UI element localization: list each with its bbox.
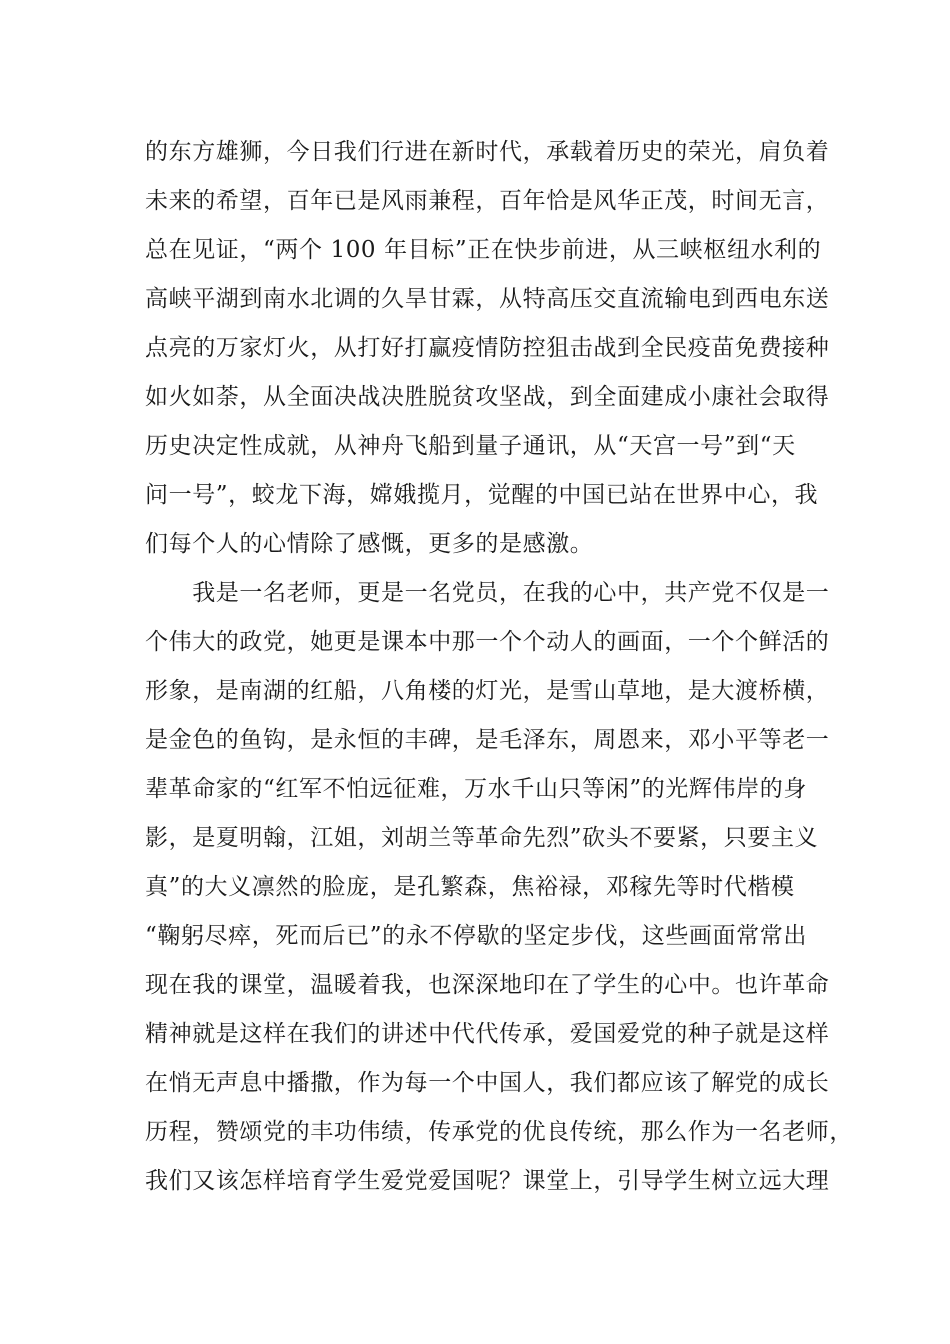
text-line-21: 历程，赞颂党的丰功伟绩，传承党的优良传统，那么作为一名老师， <box>145 1119 853 1145</box>
text-line-13: 是金色的鱼钩，是永恒的丰碑，是毛泽东，周恩来，邓小平等老一 <box>145 727 830 753</box>
text-line-8: 问一号”，蛟龙下海，嫦娥揽月，觉醒的中国已站在世界中心，我 <box>145 482 819 508</box>
text-line-1: 的东方雄狮，今日我们行进在新时代，承载着历史的荣光，肩负着 <box>145 139 830 165</box>
body-text <box>145 128 853 1206</box>
text-line-6: 如火如荼，从全面决战决胜脱贫攻坚战，到全面建成小康社会取得 <box>145 384 830 410</box>
text-line-4: 高峡平湖到南水北调的久旱甘霖，从特高压交直流输电到西电东送 <box>145 286 830 312</box>
text-line-11: 个伟大的政党，她更是课本中那一个个动人的画面，一个个鲜活的 <box>145 629 830 655</box>
text-line-14: 辈革命家的“红军不怕远征难，万水千山只等闲”的光辉伟岸的身 <box>145 776 807 802</box>
text-line-16: 真”的大义凛然的脸庞，是孔繁森，焦裕禄，邓稼先等时代楷模 <box>145 874 795 900</box>
text-line-2: 未来的希望，百年已是风雨兼程，百年恰是风华正茂，时间无言， <box>145 188 830 214</box>
text-line-12: 形象，是南湖的红船，八角楼的灯光，是雪山草地，是大渡桥横， <box>145 678 830 704</box>
text-line-20: 在悄无声息中播撒，作为每一个中国人，我们都应该了解党的成长 <box>145 1070 830 1096</box>
text-line-10: 我是一名老师，更是一名党员，在我的心中，共产党不仅是一 <box>145 580 830 606</box>
text-line-22: 我们又该怎样培育学生爱党爱国呢？课堂上，引导学生树立远大理 <box>145 1168 830 1194</box>
text-line-18: 现在我的课堂，温暖着我，也深深地印在了学生的心中。也许革命 <box>145 972 830 998</box>
text-line-7: 历史决定性成就，从神舟飞船到量子通讯，从“天宫一号”到“天 <box>145 433 796 459</box>
text-line-19: 精神就是这样在我们的讲述中代代传承，爱国爱党的种子就是这样 <box>145 1021 830 1047</box>
text-line-3: 总在见证，“两个 100 年目标”正在快步前进，从三峡枢纽水利的 <box>145 237 822 263</box>
text-line-5: 点亮的万家灯火，从打好打赢疫情防控狙击战到全民疫苗免费接种 <box>145 335 830 361</box>
text-line-15: 影，是夏明翰，江姐，刘胡兰等革命先烈”砍头不要紧，只要主义 <box>145 825 819 851</box>
text-line-9: 们每个人的心情除了感慨，更多的是感激。 <box>145 531 594 557</box>
text-line-17: “鞠躬尽瘁，死而后已”的永不停歇的坚定步伐，这些画面常常出 <box>145 923 807 949</box>
